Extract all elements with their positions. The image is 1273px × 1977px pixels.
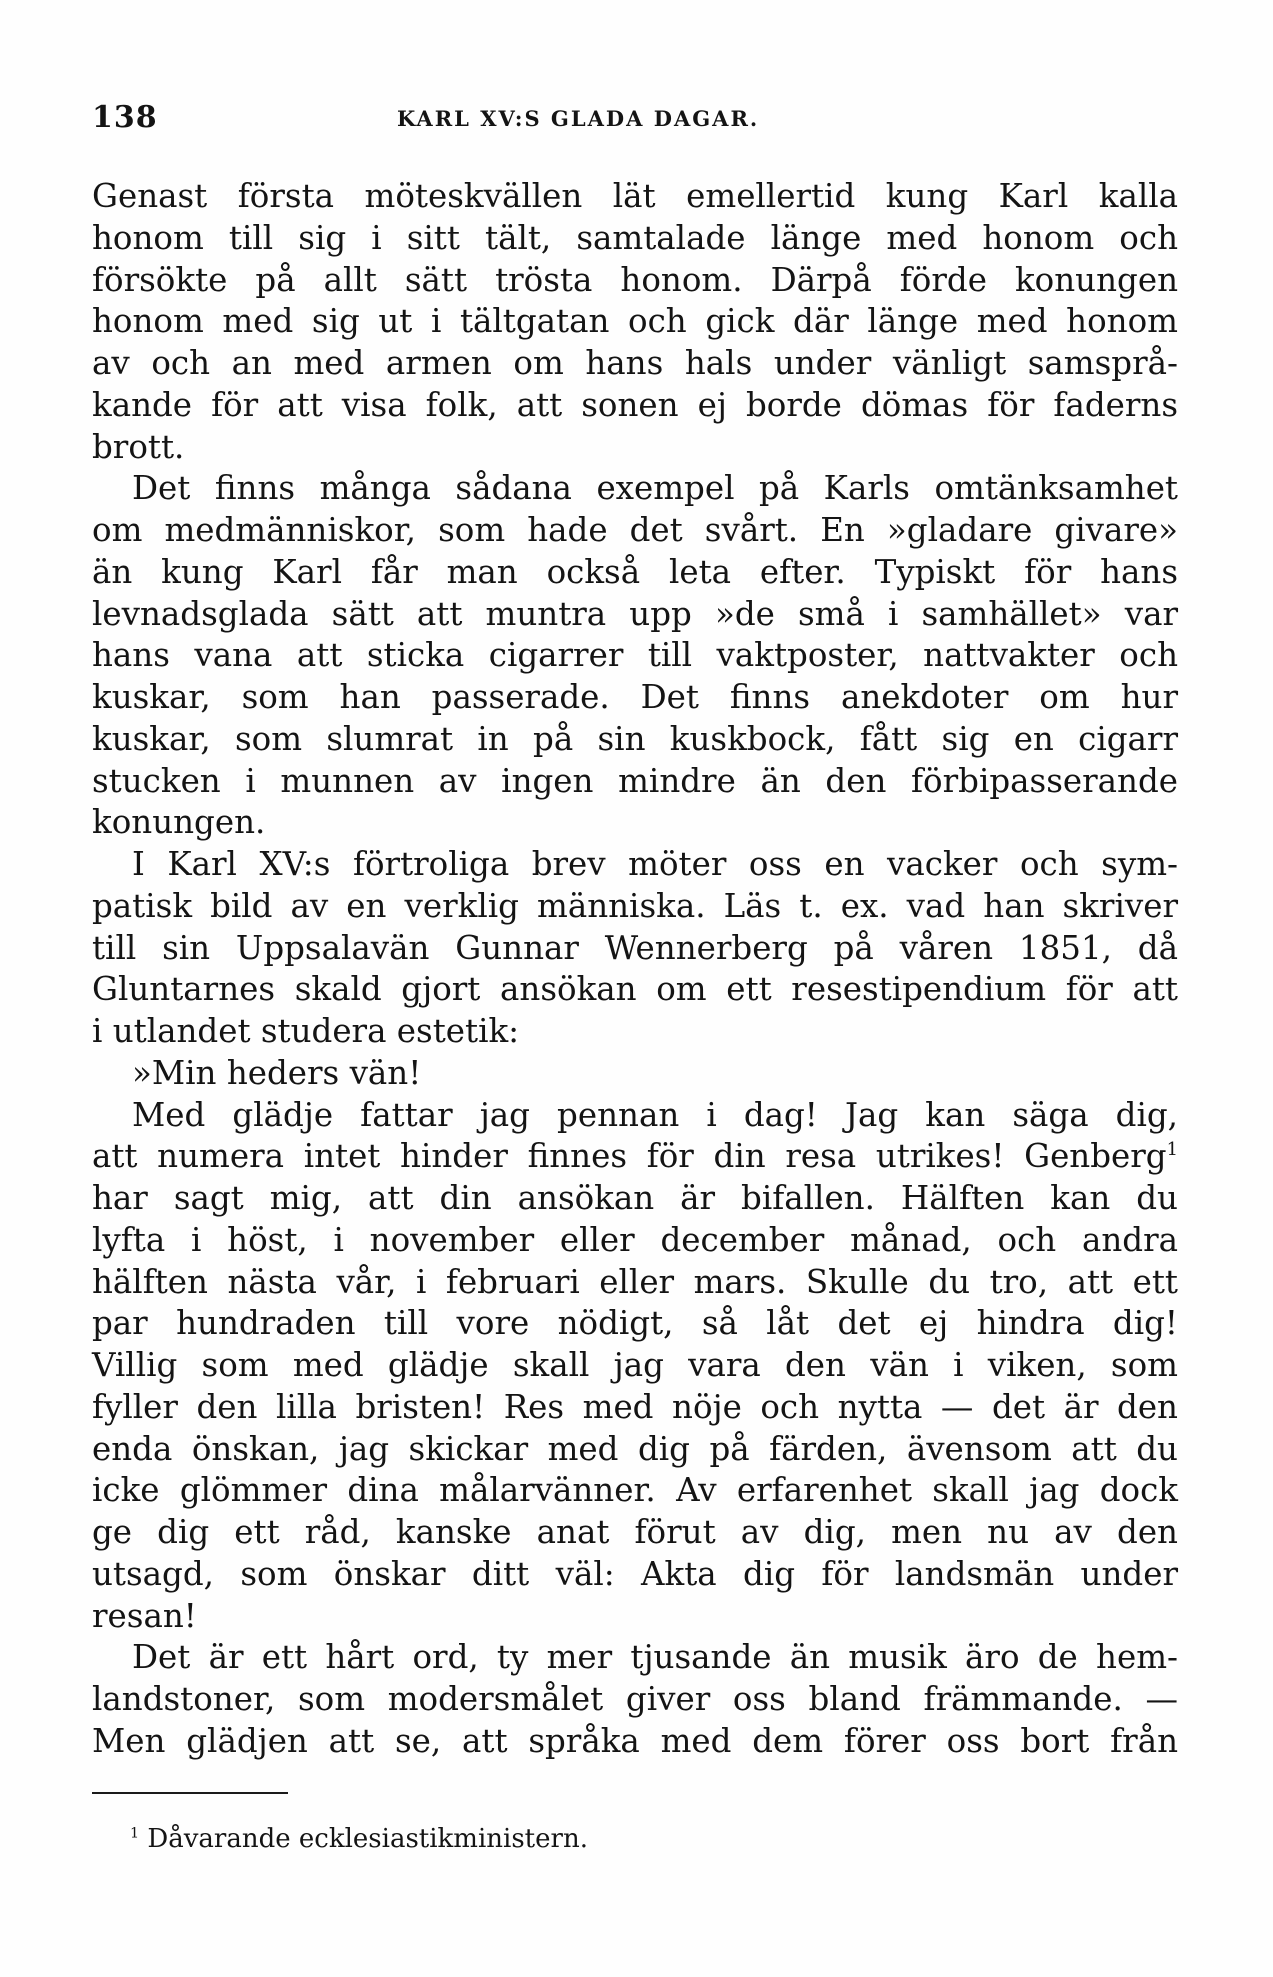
text-line: icke glömmer dina målarvänner. Av erfarenhet skall jag dock xyxy=(92,1471,1178,1510)
text-line: stucken i munnen av ingen mindre än den förbipasserande xyxy=(92,761,1178,800)
text-line: kuskar, som slumrat in på sin kuskbock, fått sig en cigarr xyxy=(92,719,1178,758)
text-line: lyfta i höst, i november eller december månad, och andra xyxy=(92,1220,1178,1259)
text-line-content: att numera intet hinder finnes för din resa utrikes! Genberg xyxy=(92,1137,1167,1176)
text-line: Det är ett hårt ord, ty mer tjusande än musik äro de hem- xyxy=(132,1638,1178,1677)
text-line: Med glädje fattar jag pennan i dag! Jag kan säga dig, xyxy=(132,1095,1178,1134)
text-line: »Min heders vän! xyxy=(132,1053,422,1092)
text-line: än kung Karl får man också leta efter. Typiskt för hans xyxy=(92,552,1178,591)
text-line: levnadsglada sätt att muntra upp »de små i samhället» var xyxy=(92,594,1178,633)
text-line: i utlandet studera estetik: xyxy=(92,1012,520,1050)
text-line: enda önskan, jag skickar med dig på färden, ävensom att du xyxy=(92,1429,1178,1468)
text-line xyxy=(92,1136,1178,1178)
page-number: 138 xyxy=(92,100,158,135)
text-line: Genast första möteskvällen lät emellertid kung Karl kalla xyxy=(92,177,1178,215)
text-line: kande för att visa folk, att sonen ej borde dömas för faderns xyxy=(92,385,1178,424)
text-line: fyller den lilla bristen! Res med nöje och nytta — det är den xyxy=(92,1387,1178,1426)
text-line: försökte på allt sätt trösta honom. Därpå förde konungen xyxy=(92,260,1178,299)
text-line: honom med sig ut i tältgatan och gick där länge med honom xyxy=(92,302,1178,341)
text-line: resan! xyxy=(92,1596,197,1635)
text-line: brott. xyxy=(92,427,185,466)
text-line: hälften nästa vår, i februari eller mars. Skulle du tro, att ett xyxy=(92,1262,1178,1301)
text-line: I Karl XV:s förtroliga brev möter oss en vacker och sym- xyxy=(132,845,1178,883)
footnote xyxy=(130,1822,588,1856)
footnote-marker: 1 xyxy=(130,1825,140,1842)
text-line: har sagt mig, att din ansökan är bifallen. Hälften kan du xyxy=(92,1179,1178,1217)
text-line: ge dig ett råd, kanske anat förut av dig, men nu av den xyxy=(92,1513,1178,1551)
text-line: Men glädjen att se, att språka med dem förer oss bort från xyxy=(92,1721,1178,1760)
text-line: landstoner, som modersmålet giver oss bland främmande. — xyxy=(92,1680,1178,1718)
body-text xyxy=(92,176,1178,1763)
footnote-divider xyxy=(92,1792,288,1794)
text-line: till sin Uppsalavän Gunnar Wennerberg på våren 1851, då xyxy=(92,928,1178,967)
text-line: par hundraden till vore nödigt, så låt det ej hindra dig! xyxy=(92,1304,1178,1343)
text-line: hans vana att sticka cigarrer till vaktposter, nattvakter och xyxy=(92,636,1178,675)
text-line: om medmänniskor, som hade det svårt. En »gladare givare» xyxy=(92,511,1178,549)
text-line: kuskar, som han passerade. Det finns anekdoter om hur xyxy=(92,678,1178,716)
text-line: utsagd, som önskar ditt väl: Akta dig för landsmän under xyxy=(92,1554,1178,1593)
text-line: honom till sig i sitt tält, samtalade länge med honom och xyxy=(92,218,1178,257)
text-line: konungen. xyxy=(92,803,266,842)
text-line: av och an med armen om hans hals under vänligt samsprå- xyxy=(92,344,1178,382)
running-head xyxy=(92,100,1182,140)
text-line: patisk bild av en verklig människa. Läs t. ex. vad han skriver xyxy=(92,886,1178,925)
footnote-reference: 1 xyxy=(1166,1139,1178,1161)
running-title: KARL XV:S GLADA DAGAR. xyxy=(397,106,760,131)
text-line: Gluntarnes skald gjort ansökan om ett resestipendium för att xyxy=(92,970,1178,1009)
text-line: Villig som med glädje skall jag vara den vän i viken, som xyxy=(92,1346,1178,1384)
text-line: Det finns många sådana exempel på Karls omtänksamhet xyxy=(132,469,1178,508)
footnote-text: Dåvarande ecklesiastikministern. xyxy=(147,1824,588,1854)
